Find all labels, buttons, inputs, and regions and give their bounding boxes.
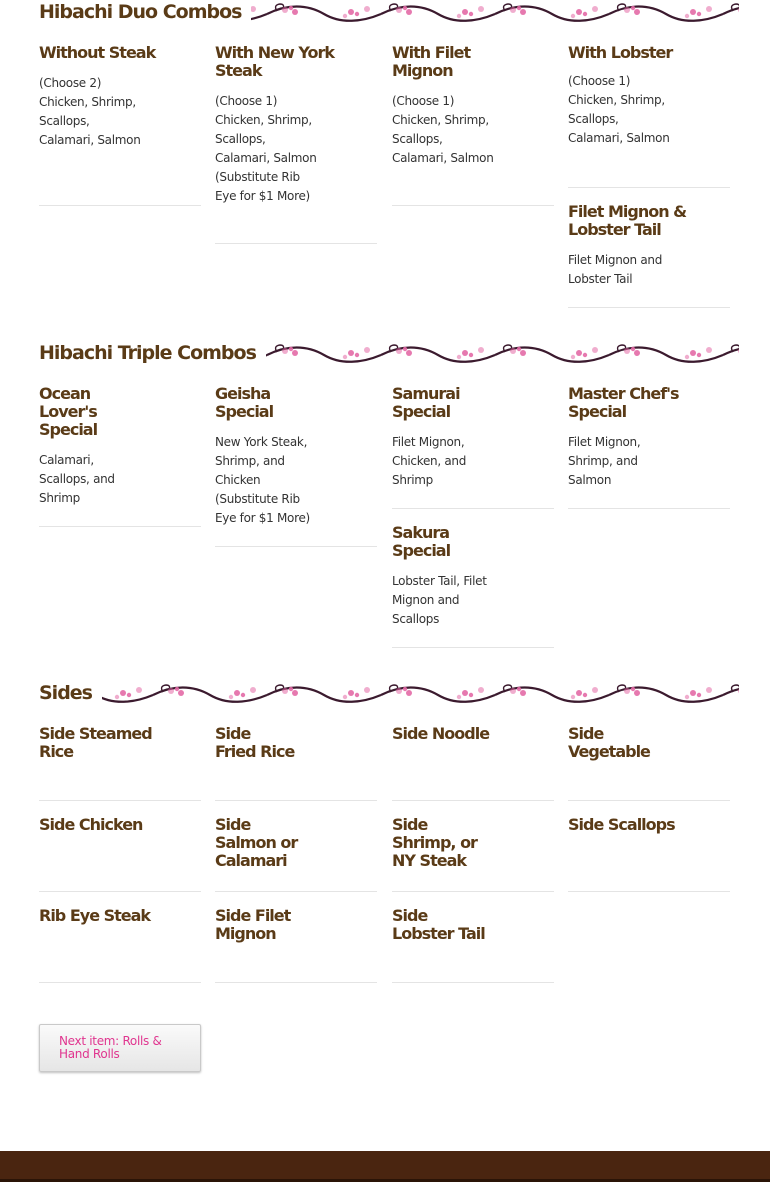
section-title: Sides (39, 681, 102, 705)
item-name: Side Lobster Tail (392, 906, 485, 943)
menu-item (39, 44, 201, 206)
section-title: Hibachi Triple Combos (39, 341, 266, 365)
item-name: Rib Eye Steak (39, 906, 151, 925)
item-name: Side Salmon or Calamari (215, 815, 298, 870)
item-name: Master Chef's Special (568, 384, 679, 421)
item-name: Side Shrimp, or NY Steak (392, 815, 477, 870)
item-name: Side Fried Rice (215, 724, 295, 761)
menu-item (39, 816, 201, 892)
menu-item (392, 725, 554, 801)
section-header-sides (39, 681, 731, 709)
menu-item (392, 385, 554, 509)
menu-item (392, 816, 554, 892)
item-name: Side Noodle (392, 724, 490, 743)
item-name: With Filet Mignon (392, 43, 471, 80)
menu-item (568, 816, 730, 892)
item-name: Samurai Special (392, 384, 460, 421)
item-name: Ocean Lover's Special (39, 384, 98, 439)
item-description: Lobster Tail, Filet Mignon and Scallops (392, 574, 487, 626)
item-name: Side Vegetable (568, 724, 650, 761)
menu-item (215, 907, 377, 983)
menu-item (392, 907, 554, 983)
cherry-blossom-vine-divider (39, 683, 739, 705)
menu-item (568, 385, 730, 509)
menu-item (39, 385, 201, 527)
next-item-link-text[interactable]: Next item: Rolls & Hand Rolls (59, 1034, 162, 1061)
item-name: Filet Mignon & Lobster Tail (568, 202, 687, 239)
menu-item (568, 725, 730, 801)
section-title: Hibachi Duo Combos (39, 0, 251, 24)
menu-item (568, 44, 730, 188)
menu-item (392, 524, 554, 648)
item-name: Sakura Special (392, 523, 451, 560)
menu-item (568, 203, 730, 308)
item-name: Geisha Special (215, 384, 274, 421)
item-name: Side Filet Mignon (215, 906, 291, 943)
menu-item (392, 44, 554, 206)
menu-item (215, 725, 377, 801)
item-description: (Choose 1) Chicken, Shrimp, Scallops, Calamari, Salmon (Substitute Rib Eye for $1 More) (215, 94, 317, 203)
item-name: Side Scallops (568, 815, 675, 834)
menu-item (39, 907, 201, 983)
menu-item (39, 725, 201, 801)
section-header-duo (39, 0, 731, 28)
menu-item (215, 816, 377, 892)
footer-bar (0, 1151, 770, 1182)
item-description: Filet Mignon and Lobster Tail (568, 253, 663, 286)
next-item-button[interactable] (39, 1024, 201, 1072)
item-name: Without Steak (39, 43, 156, 62)
menu-item (215, 385, 377, 547)
item-description: New York Steak, Shrimp, and Chicken (Substitute Rib Eye for $1 More) (215, 435, 310, 525)
item-name: Side Steamed Rice (39, 724, 152, 761)
item-description: (Choose 2) Chicken, Shrimp, Scallops, Calamari, Salmon (39, 76, 141, 147)
item-description: Calamari, Scallops, and Shrimp (39, 453, 115, 505)
item-name: Side Chicken (39, 815, 143, 834)
item-name: With Lobster (568, 43, 673, 62)
item-name: With New York Steak (215, 43, 334, 80)
section-header-triple (39, 341, 731, 369)
menu-item (215, 44, 377, 244)
item-description: (Choose 1) Chicken, Shrimp, Scallops, Calamari, Salmon (392, 94, 494, 165)
item-description: Filet Mignon, Chicken, and Shrimp (392, 435, 467, 487)
item-description: Filet Mignon, Shrimp, and Salmon (568, 435, 641, 487)
item-description: (Choose 1) Chicken, Shrimp, Scallops, Calamari, Salmon (568, 74, 670, 145)
